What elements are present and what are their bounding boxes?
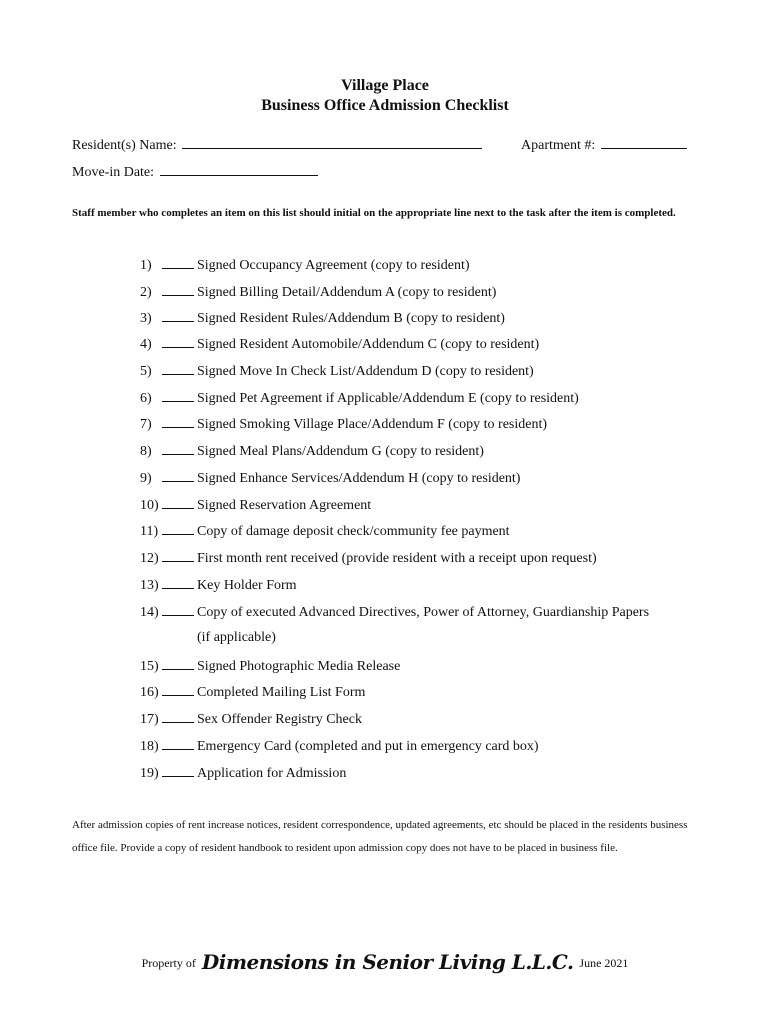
checklist-item: [140, 283, 496, 301]
checklist-item-text: Emergency Card (completed and put in emergency card box): [197, 739, 539, 754]
checklist-item: [140, 496, 371, 514]
staff-instruction: Staff member who completes an item on this list should initial on the appropriate line next to the task after the item is completed.: [72, 207, 676, 219]
document-subtitle: Business Office Admission Checklist: [261, 97, 509, 114]
checklist-item-number: 12): [140, 551, 159, 566]
checklist-item-number: 6): [140, 391, 152, 406]
footer-prefix: Property of: [141, 956, 196, 970]
checklist-item: [140, 603, 649, 621]
checklist-item: [140, 256, 470, 274]
checklist-item-number: 8): [140, 444, 152, 459]
initial-blank[interactable]: [162, 576, 194, 589]
checklist-item-text: Signed Reservation Agreement: [197, 498, 372, 513]
resident-name-blank[interactable]: [182, 136, 482, 149]
checklist-item-text: Signed Smoking Village Place/Addendum F (copy to resident): [197, 417, 548, 432]
checklist-item-number: 4): [140, 337, 152, 352]
initial-blank[interactable]: [162, 657, 194, 670]
initial-blank[interactable]: [162, 522, 194, 535]
checklist-item-number: 13): [140, 578, 159, 593]
checklist-item-text: Key Holder Form: [197, 578, 297, 593]
checklist-item: [140, 657, 400, 675]
checklist-item: [140, 442, 484, 460]
checklist-item-number: 1): [140, 258, 152, 273]
initial-blank[interactable]: [162, 603, 194, 616]
checklist-item-text: Signed Pet Agreement if Applicable/Addendum E (copy to resident): [197, 391, 579, 406]
initial-blank[interactable]: [162, 389, 194, 402]
checklist-item-continuation: (if applicable): [197, 630, 276, 645]
checklist-item-text: Copy of damage deposit check/community fee payment: [197, 524, 510, 539]
document-title: Village Place: [341, 77, 429, 94]
initial-blank[interactable]: [162, 496, 194, 509]
initial-blank[interactable]: [162, 283, 194, 296]
footnote: After admission copies of rent increase notices, resident correspondence, updated agreements, etc should be placed in the residents business office file. Provide a copy of resident handbook to resident upon admission copy does not have to be placed in business file.: [72, 819, 688, 854]
checklist-item-text: Signed Meal Plans/Addendum G (copy to resident): [197, 444, 484, 459]
checklist-item-text: Completed Mailing List Form: [197, 685, 366, 700]
checklist-item: [140, 576, 297, 594]
footer-date: June 2021: [579, 956, 629, 970]
initial-blank[interactable]: [162, 764, 194, 777]
checklist-item-number: 10): [140, 498, 159, 513]
checklist-item-number: 3): [140, 311, 152, 326]
checklist-item-text: Signed Enhance Services/Addendum H (copy to resident): [197, 471, 521, 486]
initial-blank[interactable]: [162, 710, 194, 723]
checklist-item: [140, 309, 505, 327]
checklist-item-text: Copy of executed Advanced Directives, Power of Attorney, Guardianship Papers: [197, 605, 650, 620]
apartment-field: [521, 136, 687, 154]
checklist-item-number: 19): [140, 766, 159, 781]
initial-blank[interactable]: [162, 683, 194, 696]
checklist-item: [140, 522, 510, 540]
checklist-item-text: Signed Resident Automobile/Addendum C (copy to resident): [197, 337, 540, 352]
footer: [0, 950, 770, 974]
initial-blank[interactable]: [162, 362, 194, 375]
movein-date-blank[interactable]: [160, 163, 318, 176]
initial-blank[interactable]: [162, 549, 194, 562]
checklist-item-text: Sex Offender Registry Check: [197, 712, 362, 727]
checklist-item-text: Signed Photographic Media Release: [197, 659, 401, 674]
checklist-item-text: First month rent received (provide resident with a receipt upon request): [197, 551, 597, 566]
checklist-item-text: Signed Move In Check List/Addendum D (copy to resident): [197, 364, 534, 379]
movein-date-field: [72, 163, 318, 181]
checklist-item: [140, 737, 539, 755]
checklist-item-number: 2): [140, 285, 152, 300]
checklist-item-number: 14): [140, 605, 159, 620]
checklist-item: [140, 335, 539, 353]
checklist-item: [140, 549, 597, 567]
checklist-item-text: Signed Billing Detail/Addendum A (copy to resident): [197, 285, 497, 300]
apartment-blank[interactable]: [601, 136, 687, 149]
initial-blank[interactable]: [162, 335, 194, 348]
checklist-item-number: 5): [140, 364, 152, 379]
checklist-item: [140, 415, 547, 433]
checklist-item-text: Signed Occupancy Agreement (copy to resident): [197, 258, 470, 273]
checklist-item: [140, 389, 579, 407]
company-name: Dimensions in Senior Living L.L.C.: [201, 950, 574, 974]
checklist-item: [140, 764, 346, 782]
checklist-item: [140, 683, 365, 701]
checklist-item: [140, 362, 534, 380]
resident-name-field: [72, 136, 482, 154]
checklist-item-number: 9): [140, 471, 152, 486]
movein-date-label: Move-in Date:: [72, 165, 155, 180]
checklist-item-number: 15): [140, 659, 159, 674]
checklist-item-number: 7): [140, 417, 152, 432]
checklist-item: [140, 710, 362, 728]
initial-blank[interactable]: [162, 415, 194, 428]
checklist-item-number: 16): [140, 685, 159, 700]
apartment-label: Apartment #:: [521, 138, 596, 153]
checklist-item-number: 11): [140, 524, 159, 539]
resident-name-label: Resident(s) Name:: [72, 138, 177, 153]
checklist-item-text: Signed Resident Rules/Addendum B (copy to resident): [197, 311, 505, 326]
checklist-item: [140, 469, 520, 487]
initial-blank[interactable]: [162, 737, 194, 750]
initial-blank[interactable]: [162, 309, 194, 322]
checklist-item-text: Application for Admission: [197, 766, 347, 781]
initial-blank[interactable]: [162, 442, 194, 455]
initial-blank[interactable]: [162, 469, 194, 482]
checklist-item-number: 17): [140, 712, 159, 727]
initial-blank[interactable]: [162, 256, 194, 269]
checklist-item-number: 18): [140, 739, 159, 754]
